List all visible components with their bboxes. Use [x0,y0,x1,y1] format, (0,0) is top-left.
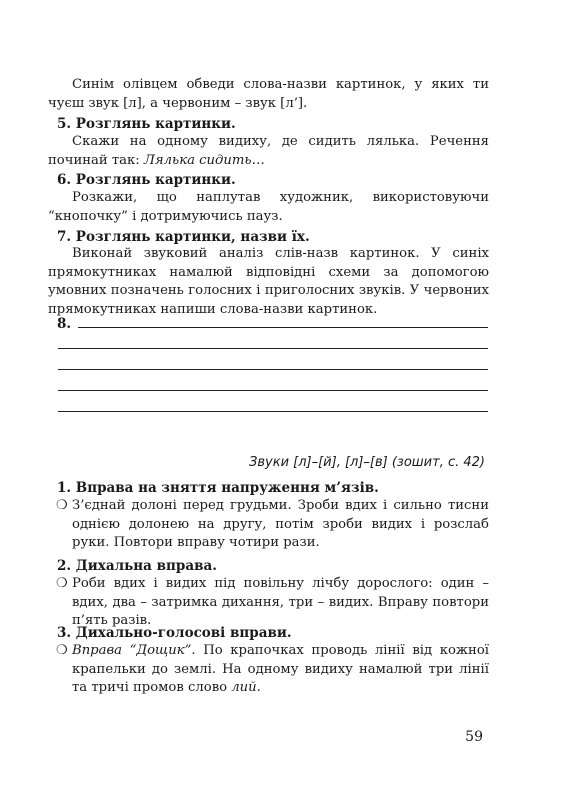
task-6-number: 6. [57,172,72,188]
task-8-number: 8. [57,316,72,332]
exercise-2-text: Роби вдих і видих під повільну лічбу дорослого: один – вдих, два – затримка дихання, три – видих. Вправу повтори п’ять разів. [72,576,489,628]
exercise-1-text: З’єднай долоні перед грудьми. Зроби вдих і сильно тисни однією долонею на другу, потім зроби видих і розслаб руки. Повтори вправу чотири рази. [72,498,489,550]
bullet-icon: ❍ [56,498,68,513]
exercise-1-item [56,497,489,553]
task-5-heading [57,115,236,133]
exercise-3-heading: 3. Дихально-голосові вправи. [57,625,292,641]
task-7-title: Розглянь картинки, назви їх. [75,229,310,245]
task-5-italic: Лялька сидить… [143,152,265,168]
section-title: Звуки [л]–[й], [л]–[в] (зошит, с. 42) [249,455,485,470]
exercise-3-text [56,642,489,698]
intro-text: Синім олівцем обведи слова-назви картинок, у яких ти чуєш звук [л], а червоним – звук [л’]. [48,77,489,111]
task-7-text: Виконай звуковий аналіз слів-назв картинок. У синіх прямокутниках намалюй відповідні схеми за допомогою умовних позначень голосних і приголосних звуків. У червоних прямокутниках напиши слова-назви картинок. [48,246,489,317]
task-7-number: 7. [57,229,72,245]
writing-line[interactable] [78,327,488,328]
writing-line[interactable] [58,411,488,412]
exercise-3-item [56,642,489,698]
task-5-title: Розглянь картинки. [75,116,236,132]
exercise-2-heading: 2. Дихальна вправа. [57,558,217,574]
exercise-3-word: лий [231,680,257,695]
exercise-1-heading: 1. Вправа на зняття напруження м’язів. [57,480,379,496]
exercise-3-body: По крапочках проводь лінії від кожної крапельки до землі. На одному видиху намалюй три лінії та тричі промов слово [72,643,489,695]
page-number: 59 [465,729,483,745]
bullet-icon: ❍ [56,576,68,591]
task-7-heading [57,228,310,246]
bullet-icon: ❍ [56,643,68,658]
task-6-heading [57,171,236,189]
task-5-body: Скажи на одному видиху, де сидить лялька. Речення починай так: [48,134,489,168]
task-5-number: 5. [57,116,72,132]
task-5-text [48,133,489,170]
task-6-title: Розглянь картинки. [75,172,236,188]
writing-line[interactable] [58,348,488,349]
exercise-3-lead: Вправа “Дощик”. [72,643,196,658]
writing-line[interactable] [58,390,488,391]
exercise-3-end: . [256,680,261,695]
exercise-2-item [56,575,489,631]
writing-line[interactable] [58,369,488,370]
task-6-text: Розкажи, що наплутав художник, використовуючи “кнопочку” і дотримуючись пауз. [48,190,489,224]
